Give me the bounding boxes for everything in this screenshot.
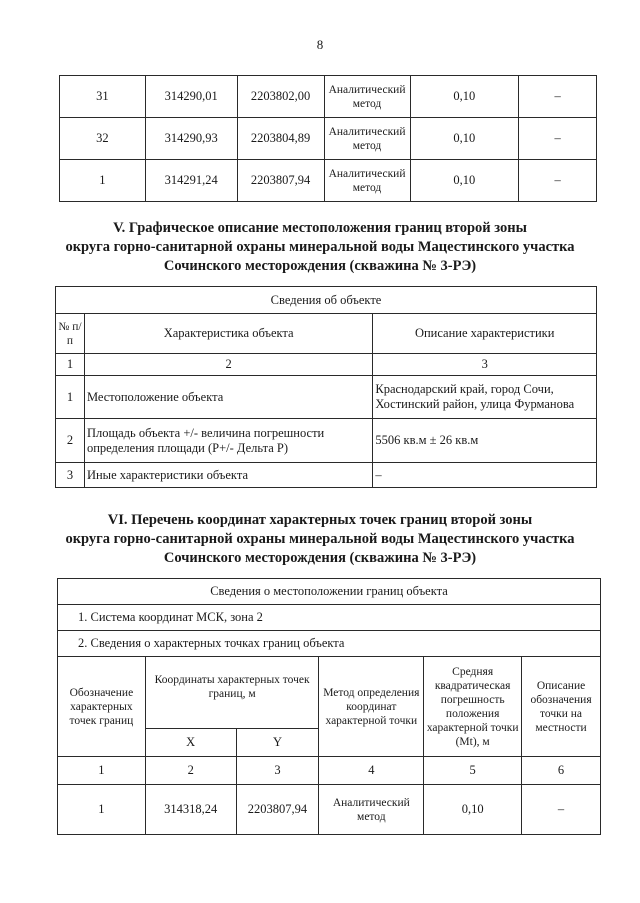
section-5-heading: V. Графическое описание местоположения границ второй зоны округа горно-санитарной охраны минеральной воды Мацестинского участка Сочинского месторождения (скважина № 3-РЭ) (65, 220, 575, 274)
point-number: 31 (60, 76, 146, 118)
method-cell: Аналитический метод (324, 160, 410, 202)
col-header-number: № п/п (56, 314, 85, 354)
point-description: – (522, 785, 601, 835)
error-value: 0,10 (410, 76, 519, 118)
column-index: 5 (424, 757, 522, 785)
point-number: 1 (60, 160, 146, 202)
table-title: Сведения об объекте (56, 287, 597, 314)
table-row (56, 419, 597, 463)
table-title: Сведения о местоположении границ объекта (58, 579, 601, 605)
table-row (56, 376, 597, 419)
description: – (373, 463, 597, 488)
row-number: 1 (56, 376, 85, 419)
col-header-method: Метод определения координат характерной точки (319, 657, 424, 757)
coord-y: 2203807,94 (236, 785, 319, 835)
col-header-characteristic: Характеристика объекта (84, 314, 372, 354)
col-header-coordinates: Координаты характерных точек границ, м (145, 657, 319, 729)
col-header-description: Описание характеристики (373, 314, 597, 354)
table-row (60, 76, 597, 118)
coord-x: 314290,01 (145, 76, 237, 118)
coord-x: 314318,24 (145, 785, 236, 835)
coordinates-table-continued (59, 75, 597, 202)
points-info: 2. Сведения о характерных точках границ объекта (58, 631, 601, 657)
description: 5506 кв.м ± 26 кв.м (373, 419, 597, 463)
point-description: – (519, 118, 597, 160)
column-index: 2 (145, 757, 236, 785)
boundary-points-table (57, 578, 601, 835)
column-index: 1 (58, 757, 146, 785)
method-cell: Аналитический метод (324, 76, 410, 118)
column-index: 6 (522, 757, 601, 785)
coord-y: 2203802,00 (237, 76, 324, 118)
point-number: 32 (60, 118, 146, 160)
method-cell: Аналитический метод (319, 785, 424, 835)
column-index: 2 (84, 354, 372, 376)
row-number: 3 (56, 463, 85, 488)
description: Краснодарский край, город Сочи, Хостинский район, улица Фурманова (373, 376, 597, 419)
coord-y: 2203807,94 (237, 160, 324, 202)
coord-y: 2203804,89 (237, 118, 324, 160)
error-value: 0,10 (410, 118, 519, 160)
characteristic: Местоположение объекта (84, 376, 372, 419)
point-number: 1 (58, 785, 146, 835)
col-header-designation: Обозначение характерных точек границ (58, 657, 146, 757)
col-header-x: X (145, 729, 236, 757)
table-row (58, 785, 601, 835)
error-value: 0,10 (424, 785, 522, 835)
characteristic: Иные характеристики объекта (84, 463, 372, 488)
section-6-heading: VI. Перечень координат характерных точек границ второй зоны округа горно-санитарной охраны минеральной воды Мацестинского участка Сочинского месторождения (скважина № 3-РЭ) (65, 512, 575, 566)
point-description: – (519, 76, 597, 118)
table-row (60, 118, 597, 160)
table-row (56, 463, 597, 488)
coordinate-system: 1. Система координат МСК, зона 2 (58, 605, 601, 631)
col-header-error: Средняя квадратическая погрешность положения характерной точки (Mt), м (424, 657, 522, 757)
column-index: 3 (373, 354, 597, 376)
point-description: – (519, 160, 597, 202)
row-number: 2 (56, 419, 85, 463)
table-row (60, 160, 597, 202)
column-index: 1 (56, 354, 85, 376)
col-header-y: Y (236, 729, 319, 757)
characteristic: Площадь объекта +/- величина погрешности определения площади (P+/- Дельта P) (84, 419, 372, 463)
column-index: 3 (236, 757, 319, 785)
column-index: 4 (319, 757, 424, 785)
coord-x: 314291,24 (145, 160, 237, 202)
col-header-description: Описание обозначения точки на местности (522, 657, 601, 757)
method-cell: Аналитический метод (324, 118, 410, 160)
error-value: 0,10 (410, 160, 519, 202)
page-number: 8 (316, 37, 324, 52)
coord-x: 314290,93 (145, 118, 237, 160)
object-info-table (55, 286, 597, 488)
